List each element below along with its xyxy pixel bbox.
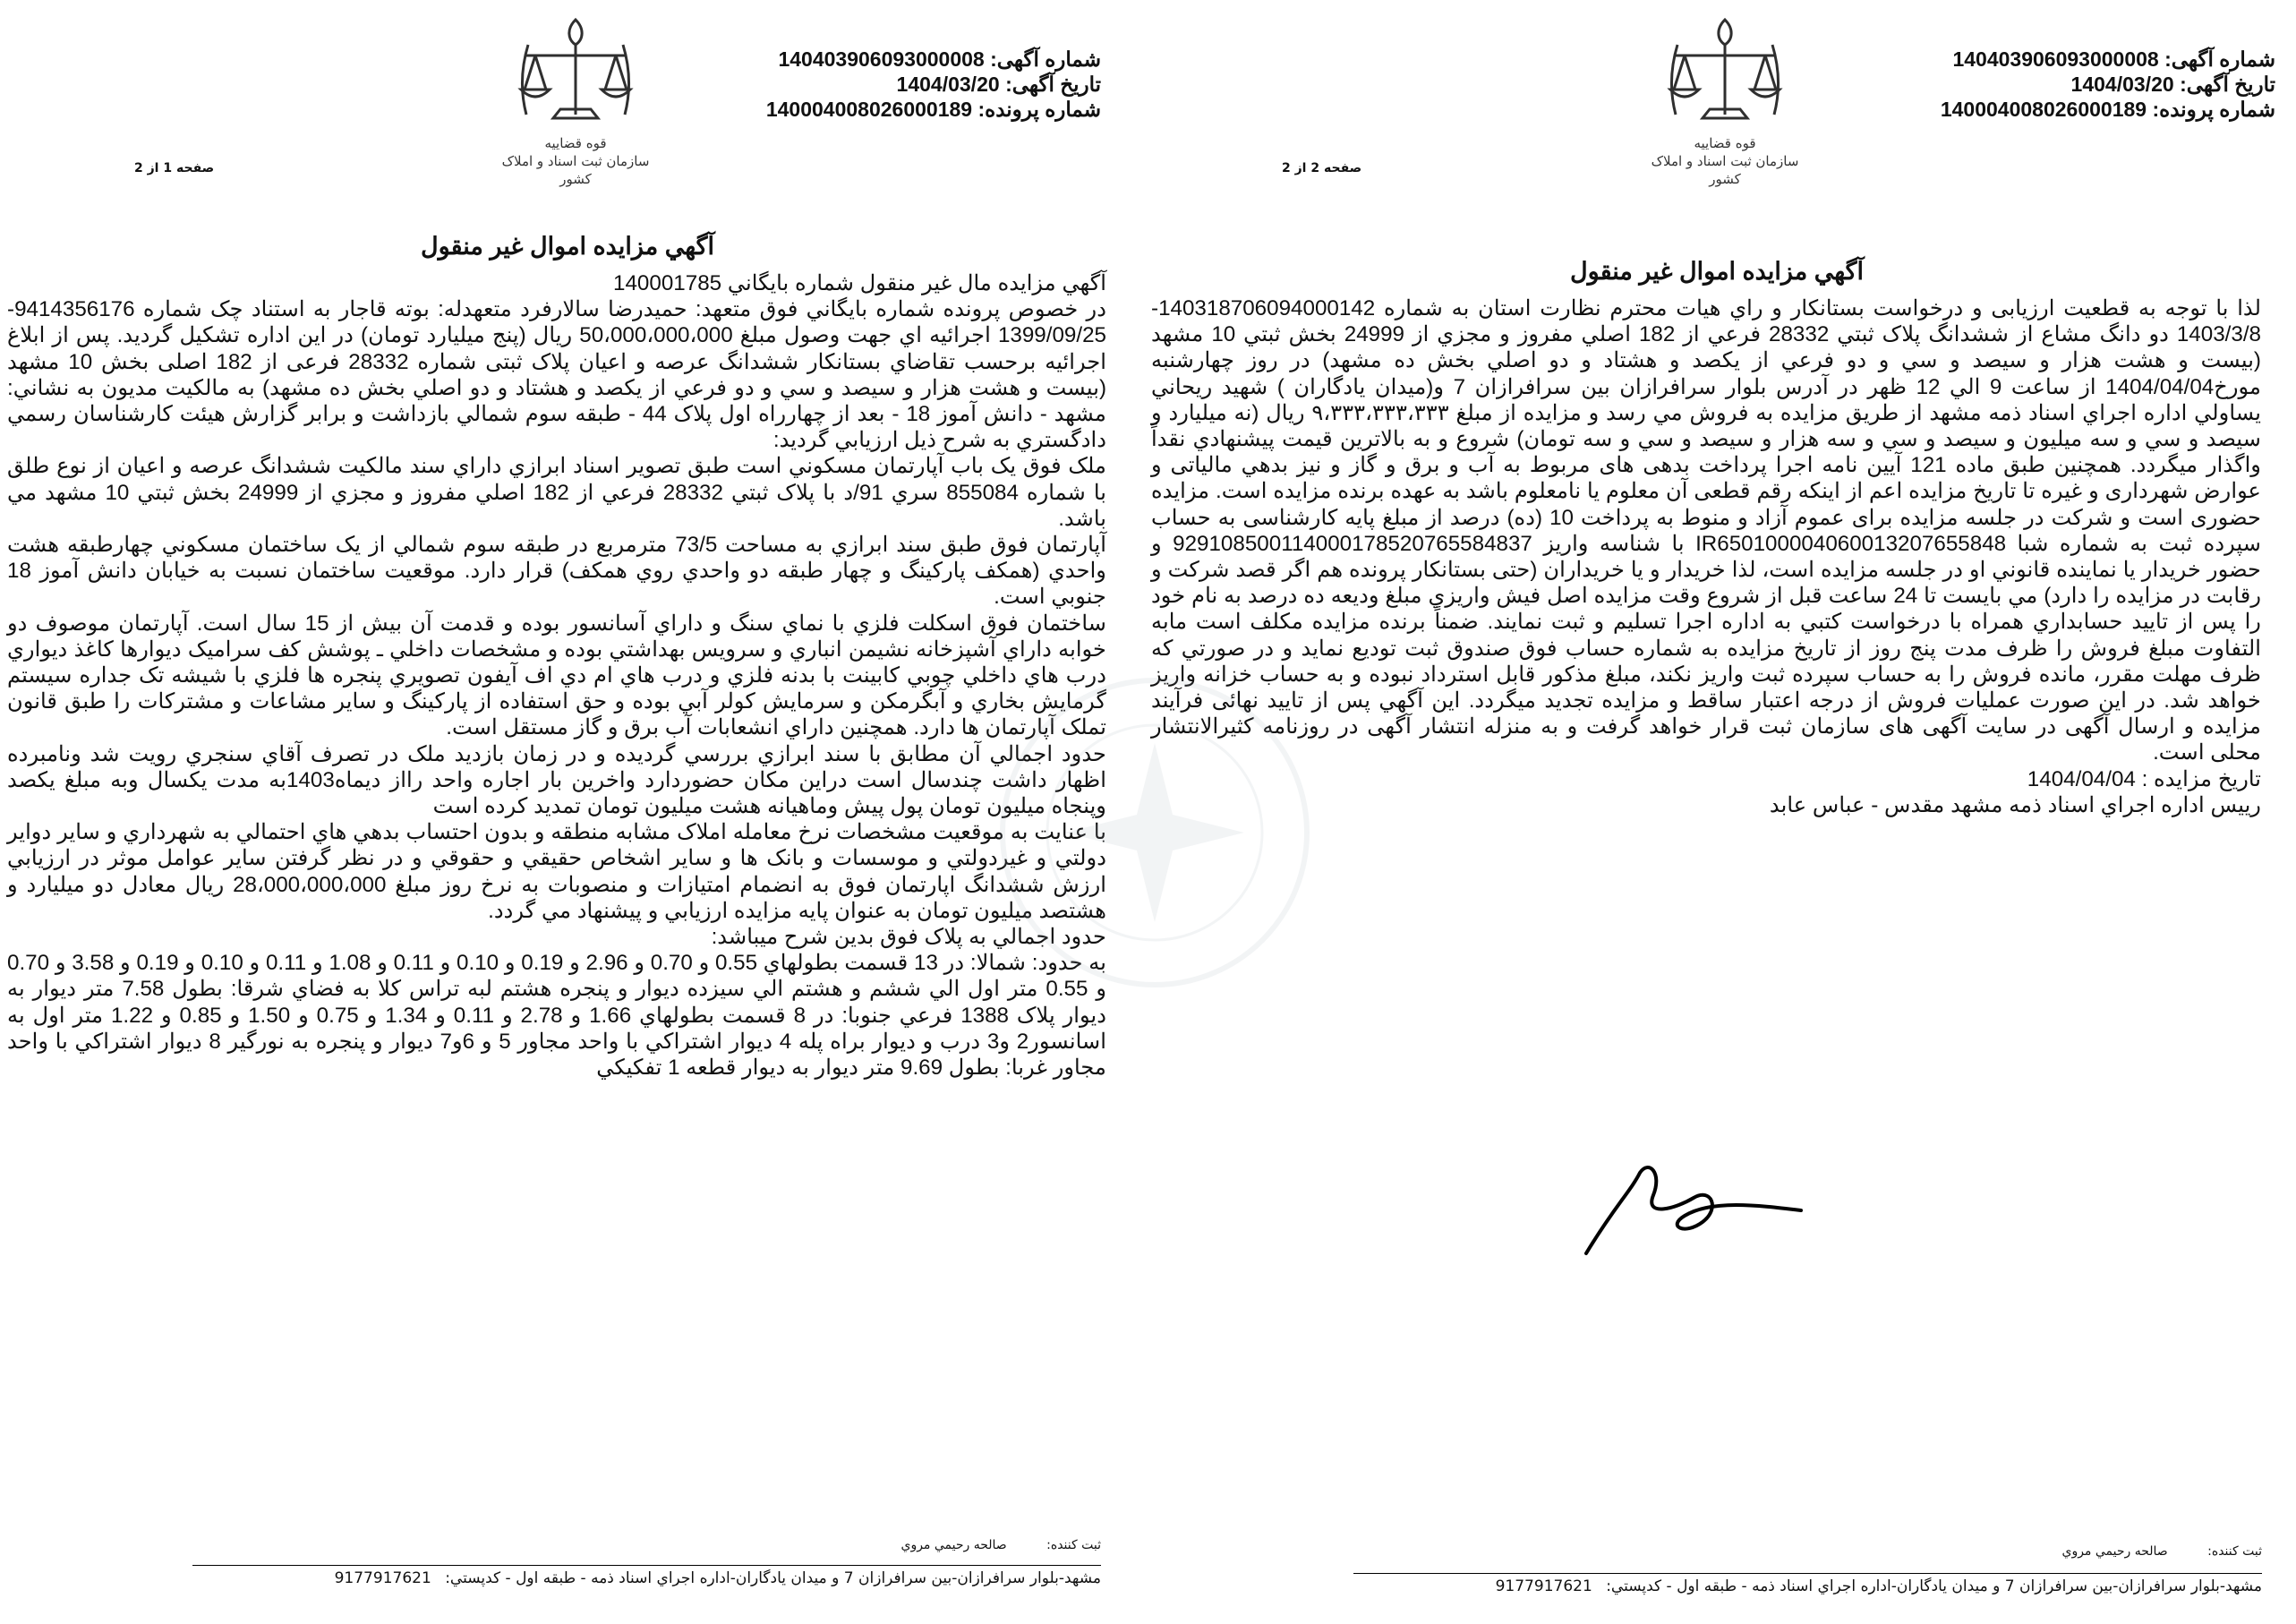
notice-body — [7, 270, 1106, 1081]
address-footer — [192, 1565, 1101, 1587]
auction-date: تاريخ مزايده : 1404/04/04 — [2027, 766, 2261, 791]
meta-row-notice-date: تاریخ آگهی: 1404/03/20 — [2070, 73, 2275, 96]
notice-title: آگهي مزايده اموال غير منقول — [421, 233, 715, 260]
paragraph: حدود اجمالي به پلاک فوق بدين شرح ميباشد: — [711, 925, 1106, 950]
org-name: قوه قضاییه — [544, 135, 607, 151]
meta-row-notice-date: تاریخ آگهی: 1404/03/20 — [896, 73, 1101, 96]
scales-of-justice-icon — [508, 9, 643, 134]
judiciary-emblem — [499, 9, 652, 197]
org-subtitle: سازمان ثبت اسناد و املاک کشور — [1651, 153, 1799, 187]
meta-row-notice-number: شماره آگهی: 140403906093000008 — [778, 47, 1101, 71]
address: مشهد-بلوار سرافرازان-بين سرافرازان 7 و ميدان يادگاران-اداره اجراي اسناد ذمه - طبقه اول - کدپستي: — [445, 1569, 1101, 1587]
paragraph: حدود اجمالي آن مطابق با سند ابرازي بررسي گرديده و در زمان بازديد ملک در تصرف آقاي سنجري رويت شد ونامبرده اظهار داشت چندسال است دراين مکان حضوردارد واخرين بار اجاره واحد رااز ديماه1403به مدت يکسال وبه مبلغ يکصد وپنجاه ميليون تومان پول پيش وماهيانه هشت ميليون تومان تمديد کرده است — [7, 741, 1106, 819]
judiciary-emblem — [1649, 9, 1801, 197]
meta-row-notice-number: شماره آگهی: 140403906093000008 — [1952, 47, 2275, 71]
registrar-name: صالحه رحيمي مروي — [2061, 1544, 2168, 1559]
scales-of-justice-icon — [1658, 9, 1792, 134]
signatory: رييس اداره اجراي اسناد ذمه مشهد مقدس - عباس عابد — [1769, 792, 2261, 817]
org-name: قوه قضاییه — [1694, 135, 1756, 151]
meta-row-case-number: شماره پرونده: 140004008026000189 — [1940, 98, 2275, 121]
notice-page-1 — [0, 0, 1130, 1624]
paragraph: آپارتمان فوق طبق سند ابرازي به مساحت 73/5 مترمربع در طبقه سوم شمالي از يک ساختمان مسکوني چهارطبقه هشت واحدي (همکف پارکينگ و چهار طبقه دو واحدي روي همکف) قرار دارد. موقعيت ساختمان نسبت به خيابان دانش آموز 18 جنوبي است. — [7, 533, 1106, 610]
notice-meta — [716, 47, 1101, 122]
signature-icon — [1577, 1155, 1810, 1271]
paragraph: آگهي مزايده مال غير منقول شماره بايگاني 140001785 — [613, 271, 1106, 295]
paragraph: لذا با توجه به قطعيت ارزيابی و درخواست بستانکار و راي هيات محترم نظارت استان به شماره 140318706094000142-1403/3/8 دو دانگ مشاع از ششدانگ پلاک ثبتي 28332 فرعي از 182 اصلي مفروز و مجزي از 24999 بخش ثبتي 10 مشهد (بيست و هشت هزار و سيصد و سي و دو فرعي از يکصد و هشتاد و دو اصلي بخش ده مشهد) در روز چهارشنبه مورخ1404/04/04 از ساعت 9 الي 12 ظهر در آدرس بلوار سرافرازان بين سرافرازان 7 و(ميدان يادگاران ) شهيد ريحاني يساولي اداره اجراي اسناد ذمه مشهد از طريق مزايده به فروش مي رسد و مزايده از مبلغ ۹،۳۳۳،۳۳۳،۳۳۳ ريال (نه ميليارد و سيصد و سي و سه ميليون و سيصد و سي و سه هزار و سيصد و سي و سه تومان) شروع و به بالاترين قيمت پيشنهادي نقداً واگذار ميگردد. همچنين طبق ماده 121 آيين نامه اجرا پرداخت بدهی های مربوط به آب و برق و گاز و نيز بدهي مالياتی و عوارض شهرداری و غيره تا تاريخ مزايده اعم از اينکه رقم قطعی آن معلوم يا نامعلوم باشد به عهده برنده مزايده است. مزايده حضوری است و شرکت در جلسه مزايده برای عموم آزاد و منوط به پرداخت 10 (ده) درصد از مبلغ پايه کارشناسی به حساب سپرده ثبت به شماره شبا IR650100004060013207655848 با شناسه واريز 929108500114000178520765584837 و حضور خريدار يا نماينده قانوني او در جلسه مزايده است، لذا خريدار و يا خريداران (حتی بستانکار پرونده هم اگر قصد شرکت و رقابت در مزايده را دارد) مي بايست تا 24 ساعت قبل از شروع وقت مزايده اصل فيش واريزي مبلغ وديعه ده درصد به نام خود را پس از تاييد حسابداري همراه با درخواست کتبي به اداره اجرا تسليم و ثبت نمايند. ضمناً برنده مزايده مکلف است مابه التفاوت مبلغ فروش را ظرف مدت پنج روز از تاريخ مزايده به شماره حساب فوق صندوق ثبت توديع نمايد و در صورتي که ظرف مهلت مقرر، مانده فروش را به حساب سپرده ثبت واريز نکند، مبلغ مذکور قابل استرداد نبوده و به حساب خزانه واريز خواهد شد. در اين صورت عمليات فروش از درجه اعتبار ساقط و مزايده تجديد ميگردد. اين آگهي پس از تاييد نهائی فرآيند مزايده و ارسال آگهی در سايت آگهی های سازمان ثبت قرار خواهد گرفت و به منزله انتشار آگهی در روزنامه کثيرالانتشار محلی است. — [1151, 296, 2262, 765]
org-subtitle: سازمان ثبت اسناد و املاک کشور — [501, 153, 650, 187]
registrar-label: ثبت کننده: — [1046, 1538, 1101, 1552]
postal-code: 9177917621 — [1495, 1577, 1592, 1595]
address-footer — [1353, 1573, 2262, 1595]
address: مشهد-بلوار سرافرازان-بين سرافرازان 7 و ميدان يادگاران-اداره اجراي اسناد ذمه - طبقه اول - کدپستي: — [1606, 1577, 2262, 1595]
registrar-name: صالحه رحيمي مروي — [900, 1538, 1007, 1552]
registrar-label: ثبت کننده: — [2207, 1544, 2262, 1559]
watermark-seal-icon — [985, 662, 1325, 1003]
paragraph: به حدود: شمالا: در 13 قسمت بطولهاي 0.55 و 0.70 و 2.96 و 0.19 و 0.10 و 0.11 و 1.08 و 0.11 و 0.10 و 0.19 و 3.58 و 0.70 و 0.55 متر اول الي ششم و هشتم الي سيزده ديوار و پنجره هشتم لبه تراس کلا به فضاي شرقا: بطول 7.58 متر ديوار به ديوار پلاک 1388 فرعي جنوبا: در 8 قسمت بطولهاي 1.66 و 2.78 و 0.11 و 1.34 و 0.75 و 1.50 و 0.85 و 1.22 متر اول به اسانسور2 و3 درب و ديوار براه پله 4 ديوار اشتراکي با واحد مجاور 5 و 6و7 ديوار و پنجره به نورگير 8 ديوار اشتراکي با واحد مجاور غربا: بطول 9.69 متر ديوار به ديوار قطعه 1 تفکيکي — [7, 951, 1107, 1081]
notice-meta — [1882, 47, 2275, 122]
registrar — [1774, 1544, 2262, 1559]
registrar — [627, 1538, 1101, 1552]
paragraph: با عنايت به موقعيت مشخصات نرخ معامله املاک مشابه منطقه و بدون احتساب بدهي هاي احتمالي به شهرداري و ساير دواير دولتي و غيردولتي و موسسات و بانک ها و ساير اشخاص حقيقي و حقوقي و در نظر گرفتن ساير عوامل موثر در ارزيابي ارزش ششدانگ اپارتمان فوق به انضمام امتيازات و منصوبات به نرخ روز مبلغ 28،000،000،000 ريال معادل دو ميليارد و هشتصد ميليون تومان به عنوان پايه مزايده ارزيابي و پيشنهاد مي گردد. — [7, 820, 1106, 923]
paragraph: در خصوص پرونده شماره بايگاني فوق متعهد: حميدرضا سالارفرد متعهدله: بوته قاجار به استناد چک شماره 9414356176-1399/09/25 اجرائيه اي جهت وصول مبلغ 50،000،000،000 ريال (پنج ميليارد تومان) در اين اداره تشکيل گرديد. پس از ابلاغ اجرائيه برحسب تقاضاي بستانکار ششدانگ عرصه و اعيان پلاک ثبتی شماره 28332 فرعی از 182 اصلی بخش 10 مشهد (بيست و هشت هزار و سيصد و سي و دو فرعي از يکصد و هشتاد و دو اصلي بخش ده مشهد) به مالکيت مديون به نشاني: مشهد - دانش آموز 18 - بعد از چهارراه اول پلاک 44 - طبقه سوم شمالي بازداشت و برابر گزارش هيئت کارشناسان رسمي دادگستري به شرح ذيل ارزيابي گرديد: — [7, 297, 1107, 453]
notice-title: آگهي مزايده اموال غير منقول — [1570, 258, 1865, 285]
paragraph: ملک فوق يک باب آپارتمان مسکوني است طبق تصوير اسناد ابرازي داراي سند مالکيت ششدانگ عرصه و اعيان از نوع طلق با شماره 855084 سري 91/د با پلاک ثبتي 28332 فرعي از 182 اصلي مفروز و مجزي از 24999 بخش ثبتي 10 مشهد مي باشد. — [7, 454, 1107, 531]
page-number: صفحه 2 از 2 — [1282, 161, 1362, 175]
paragraph: ساختمان فوق اسکلت فلزي با نماي سنگ و داراي آسانسور بوده و قدمت آن بيش از 15 سال است. آپارتمان موصوف دو خوابه داراي آشپزخانه نشيمن انباري و سرويس بهداشتي بوده و مشخصات داخلي ـ پوشش کف سراميک ديوارها کاغذ ديواري درب هاي داخلي چوبي کابينت با بدنه فلزي و درب هاي ام دي اف آيفون تصويري پنجره ها فلزي با شيشه تک جداره سيستم گرمايش بخاري و آبگرمکن و سرمايش کولر آبي بوده و حق استفاده از پارکينگ و ساير مشاعات و مشترکات را طبق قانون تملک آپارتمان ها دارد. همچنين داراي انشعابات آب برق و گاز مستقل است. — [7, 611, 1106, 740]
page-number: صفحه 1 از 2 — [134, 161, 215, 175]
postal-code: 9177917621 — [334, 1569, 431, 1587]
meta-row-case-number: شماره پرونده: 140004008026000189 — [765, 98, 1101, 121]
